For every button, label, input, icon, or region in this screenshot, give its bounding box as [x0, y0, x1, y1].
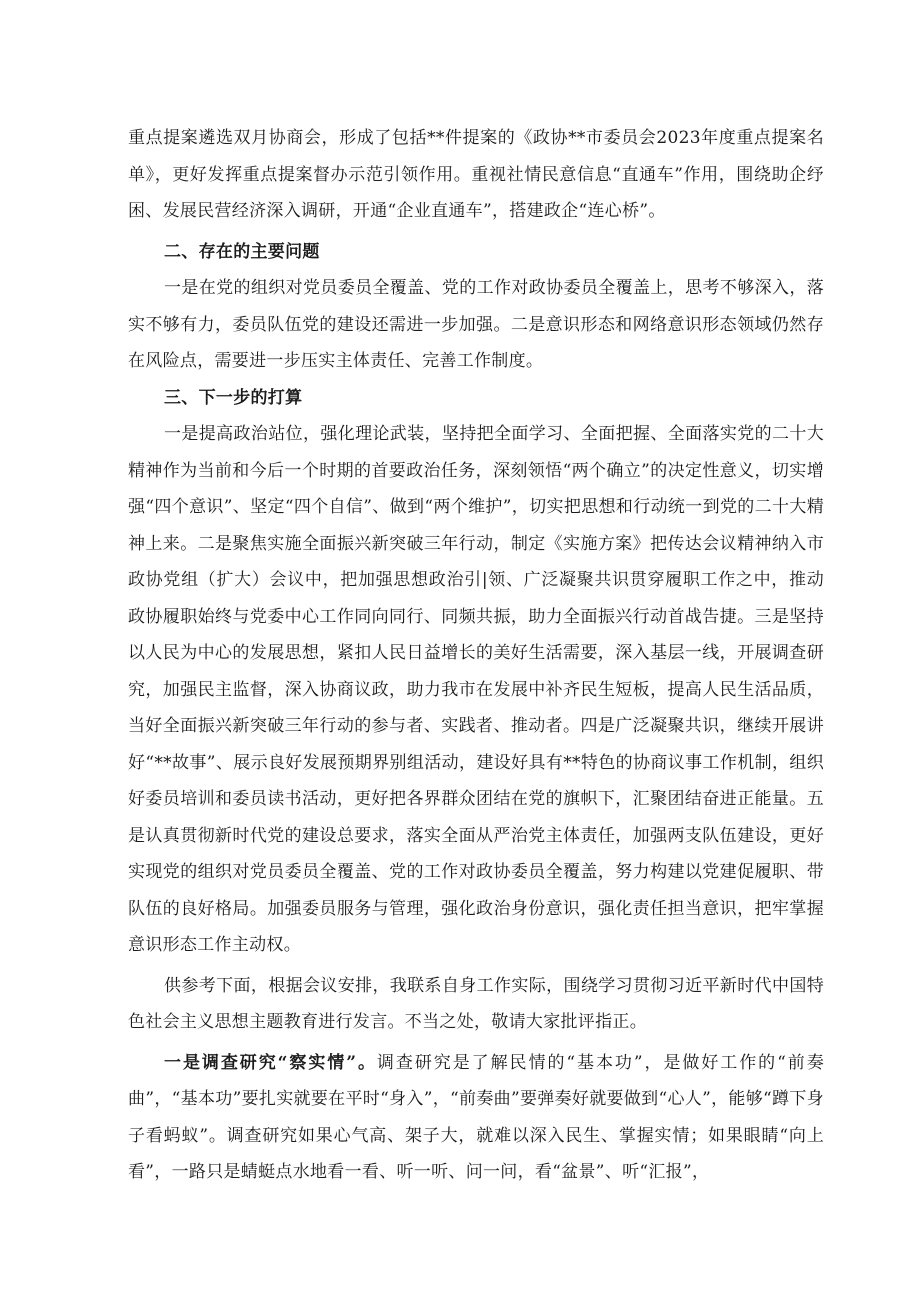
paragraph-proposals: 重点提案遴选双月协商会，形成了包括**件提案的《政协**市委员会2023年度重点提案名单》，更好发挥重点提案督办示范引领作用。重视社情民意信息“直通车”作用，围绕助企纾困、发展民营经济深入调研，开通“企业直通车”，搭建政企“连心桥”。 [128, 128, 824, 221]
paragraph-problems: 一是在党的组织对党员委员全覆盖、党的工作对政协委员全覆盖上，思考不够深入，落实不够有力，委员队伍党的建设还需进一步加强。二是意识形态和网络意识形态领域仍然存在风险点，需要进一步压实主体责任、完善工作制度。 [128, 278, 824, 371]
paragraph-intro-speech: 供参考下面，根据会议安排，我联系自身工作实际，围绕学习贯彻习近平新时代中国特色社会主义思想主题教育进行发言。不当之处，敬请大家批评指正。 [128, 975, 824, 1032]
document-body [128, 120, 824, 1191]
paragraph-investigation [128, 1045, 824, 1191]
paragraph-body-text: 调查研究是了解民情的“基本功”，是做好工作的“前奏曲”，“基本功”要扎实就要在平时“身入”，“前奏曲”要弹奏好就要做到“心人”，能够“蹲下身子看蚂蚁”。调查研究如果心气高、架子大，就难以深入民生、掌握实情；如果眼睛“向上看”，一路只是蜻蜓点水地看一看、听一听、问一问，看“盆景”、听“汇报”， [128, 1052, 825, 1182]
section-heading-problems: 二、存在的主要问题 [164, 241, 320, 262]
section-heading-plans: 三、下一步的打算 [164, 387, 303, 408]
paragraph-plans: 一是提高政治站位，强化理论武装，坚持把全面学习、全面把握、全面落实党的二十大精神作为当前和今后一个时期的首要政治任务，深刻领悟“两个确立”的决定性意义，切实增强“四个意识”、坚定“四个自信”、做到“两个维护”，切实把思想和行动统一到党的二十大精神上来。二是聚焦实施全面振兴新突破三年行动，制定《实施方案》把传达会议精神纳入市政协党组（扩大）会议中，把加强思想政治引|领、广泛凝聚共识贯穿履职工作之中，推动政协履职始终与党委中心工作同向同行、同频共振，助力全面振兴行动首战告捷。三是坚持以人民为中心的发展思想，紧扣人民日益增长的美好生活需要，深入基层一线，开展调查研究，加强民主监督，深入协商议政，助力我市在发展中补齐民生短板，提高人民生活品质，当好全面振兴新突破三年行动的参与者、实践者、推动者。四是广泛凝聚共识，继续开展讲好“**故事”、展示良好发展预期界别组活动，建设好具有**特色的协商议事工作机制，组织好委员培训和委员读书活动，更好把各界群众团结在党的旗帜下，汇聚团结奋进正能量。五是认真贯彻新时代党的建设总要求，落实全面从严治党主体责任，加强两支队伍建设，更好实现党的组织对党员委员全覆盖、党的工作对政协委员全覆盖，努力构建以党建促履职、带队伍的良好格局。加强委员服务与管理，强化政治身份意识，强化责任担当意识，把牢掌握意识形态工作主动权。 [128, 424, 824, 955]
paragraph-lead-title: 一是调查研究“察实情”。 [164, 1052, 377, 1073]
